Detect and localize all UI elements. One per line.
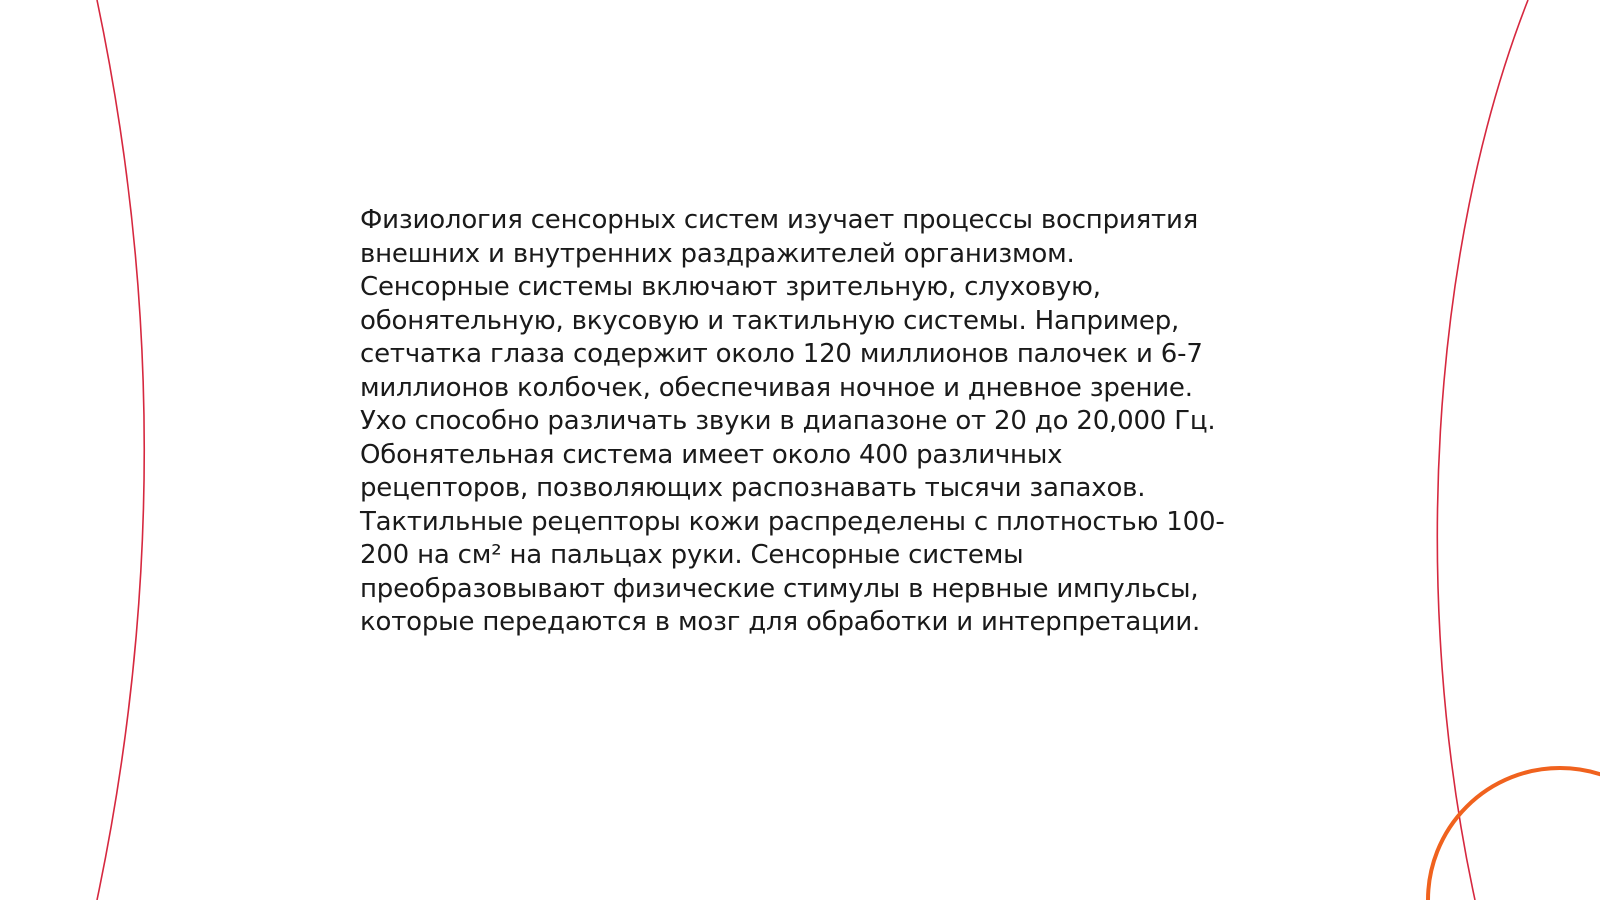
paragraph-line: 200 на см² на пальцах руки. Сенсорные системы (360, 540, 1024, 570)
paragraph-line: миллионов колбочек, обеспечивая ночное и дневное зрение. (360, 372, 1193, 403)
paragraph-line: Тактильные рецепторы кожи распределены с плотностью 100- (360, 506, 1225, 537)
paragraph-line: Сенсорные системы включают зрительную, слуховую, (360, 272, 1101, 302)
paragraph-line: обонятельную, вкусовую и тактильную системы. Например, (360, 305, 1180, 336)
paragraph-line: рецепторов, позволяющих распознавать тысячи запахов. (360, 473, 1146, 503)
paragraph-line: сетчатка глаза содержит около 120 миллионов палочек и 6-7 (360, 339, 1203, 369)
paragraph-line: внешних и внутренних раздражителей организмом. (360, 238, 1075, 269)
right-curve-line (1437, 0, 1528, 900)
paragraph-line: которые передаются в мозг для обработки и интерпретации. (360, 607, 1201, 637)
body-paragraph (360, 204, 1240, 640)
accent-circle (1428, 768, 1600, 900)
paragraph-line: Обонятельная система имеет около 400 различных (360, 439, 1063, 470)
paragraph-line: преобразовывают физические стимулы в нервные импульсы, (360, 573, 1199, 604)
paragraph-line: Ухо способно различать звуки в диапазоне от 20 до 20,000 Гц. (360, 406, 1216, 436)
paragraph-line: Физиология сенсорных систем изучает процессы восприятия (360, 205, 1199, 235)
left-curve-line (97, 0, 144, 900)
